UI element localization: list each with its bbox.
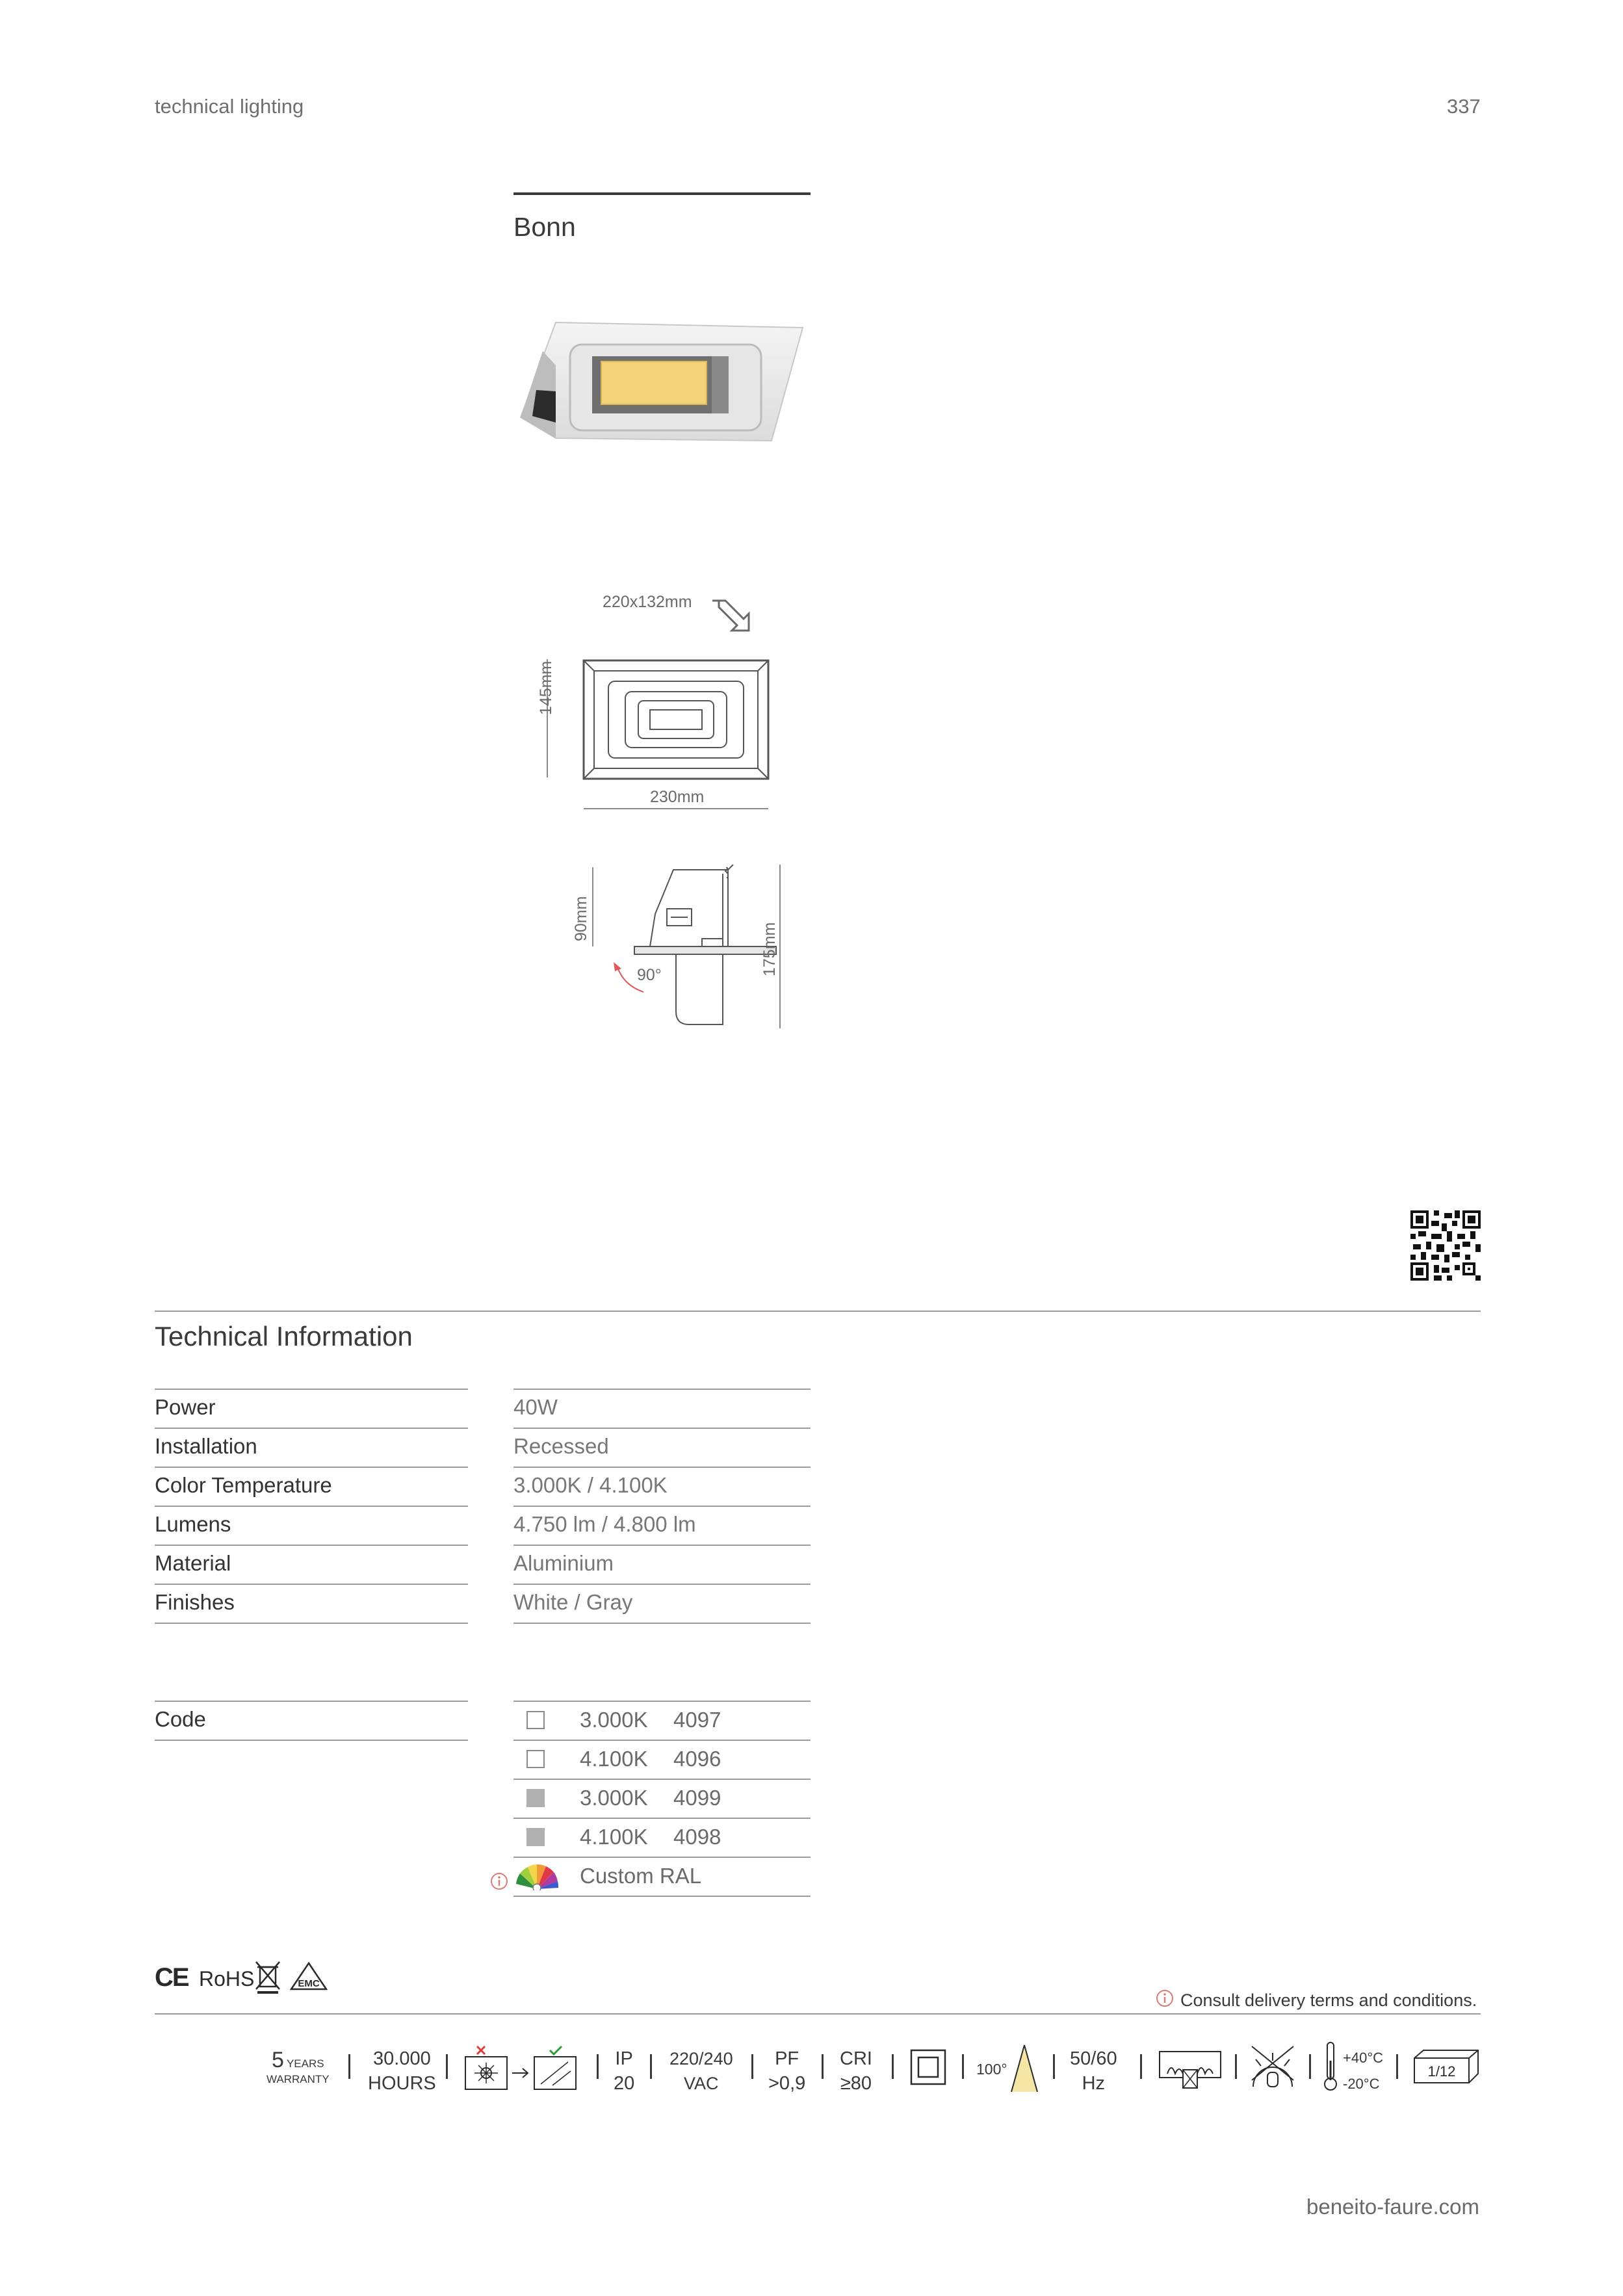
spec-label-color-temperature: Color Temperature — [155, 1467, 468, 1506]
no-heat-contact-icon — [1247, 2041, 1299, 2093]
code-row — [513, 1701, 811, 1740]
spec-label-installation: Installation — [155, 1428, 468, 1467]
cutout-dimension: 220x132mm — [603, 593, 692, 611]
separator — [822, 2054, 824, 2079]
spec-label-lumens: Lumens — [155, 1506, 468, 1545]
finish-gray-swatch — [526, 1789, 545, 1807]
no-sand-cover-icon — [464, 2045, 580, 2093]
section-header: technical lighting — [155, 95, 304, 118]
section-rule — [155, 1311, 1481, 1312]
class-ii-insulation-icon — [910, 2049, 946, 2085]
product-photo — [517, 319, 809, 449]
tilt-angle: 90° — [637, 966, 662, 984]
product-code: 4096 — [673, 1747, 721, 1771]
spec-label-finishes: Finishes — [155, 1584, 468, 1623]
separator — [892, 2054, 894, 2079]
separator — [348, 2054, 350, 2079]
spec-value-material: Aluminium — [513, 1545, 811, 1584]
side-view-drawing — [572, 865, 793, 1034]
separator — [597, 2054, 599, 2079]
product-title: Bonn — [513, 212, 576, 242]
weee-bin-icon — [255, 1961, 281, 1994]
code-temp: 3.000K — [580, 1786, 648, 1810]
cutout-arrow-icon — [708, 597, 754, 634]
emc-mark-icon — [290, 1962, 328, 1990]
code-bottom-rule — [513, 1896, 811, 1897]
separator — [962, 2054, 964, 2079]
code-temp: 4.100K — [580, 1825, 648, 1849]
lifetime-hours: 30.000 HOURS — [368, 2048, 436, 2094]
finish-white-swatch — [526, 1711, 545, 1729]
beam-angle-icon — [1009, 2042, 1040, 2094]
thermometer-icon — [1322, 2041, 1339, 2092]
website-link[interactable]: beneito-faure.com — [1306, 2195, 1479, 2219]
technical-title: Technical Information — [155, 1321, 413, 1351]
finish-white-swatch — [526, 1750, 545, 1768]
beam-angle: 100° — [976, 2061, 1007, 2078]
code-row — [513, 1740, 811, 1779]
total-depth-dimension: 175mm — [760, 922, 779, 976]
separator — [1396, 2054, 1398, 2079]
front-height-dimension: 145mm — [537, 660, 555, 715]
svg-text:EMC: EMC — [298, 1978, 320, 1989]
frequency: 50/60 Hz — [1070, 2048, 1117, 2094]
packaging-box-icon — [1413, 2048, 1481, 2085]
code-label-rule — [155, 1740, 468, 1741]
code-row-custom — [513, 1857, 811, 1896]
separator — [1309, 2054, 1311, 2079]
spec-value-finishes: White / Gray — [513, 1584, 811, 1623]
ip-rating: IP 20 — [614, 2048, 635, 2094]
product-code: 4099 — [673, 1786, 721, 1810]
spec-value-color-temperature: 3.000K / 4.100K — [513, 1467, 811, 1506]
separator — [446, 2054, 448, 2079]
page-number: 337 — [1447, 95, 1481, 118]
footer-rule — [155, 2013, 1481, 2015]
delivery-note: Consult delivery terms and conditions. — [1180, 1990, 1477, 2010]
ce-mark-icon: CE — [155, 1963, 188, 1992]
spec-bottom-rule — [513, 1623, 811, 1624]
code-row — [513, 1779, 811, 1818]
operating-temperature: +40°C -20°C — [1343, 2050, 1384, 2092]
spec-value-power: 40W — [513, 1389, 811, 1428]
no-insulation-cover-icon — [1158, 2048, 1222, 2091]
voltage: 220/240 VAC — [669, 2049, 733, 2093]
ral-color-fan-icon — [513, 1862, 560, 1890]
separator — [650, 2054, 652, 2079]
code-label: Code — [155, 1701, 468, 1740]
svg-text:1/12: 1/12 — [1427, 2063, 1456, 2080]
spec-bottom-rule — [155, 1623, 468, 1624]
body-depth-dimension: 90mm — [572, 896, 590, 941]
separator — [1235, 2054, 1237, 2079]
info-icon — [1156, 1989, 1174, 2007]
warranty-badge: 5 YEARS WARRANTY — [266, 2048, 330, 2085]
qr-code[interactable] — [1410, 1210, 1481, 1281]
front-width-dimension: 230mm — [650, 788, 705, 806]
spec-label-material: Material — [155, 1545, 468, 1584]
separator — [751, 2054, 753, 2079]
product-code: 4098 — [673, 1825, 721, 1849]
code-temp: 4.100K — [580, 1747, 648, 1771]
product-code: 4097 — [673, 1708, 721, 1732]
rohs-mark: RoHS — [199, 1967, 255, 1990]
info-icon — [490, 1872, 508, 1890]
code-row — [513, 1818, 811, 1857]
spec-value-installation: Recessed — [513, 1428, 811, 1467]
spec-label-power: Power — [155, 1389, 468, 1428]
spec-value-lumens: 4.750 lm / 4.800 lm — [513, 1506, 811, 1545]
color-rendering-index: CRI ≥80 — [840, 2048, 872, 2094]
code-temp: 3.000K — [580, 1708, 648, 1732]
separator — [1140, 2054, 1142, 2079]
separator — [1053, 2054, 1055, 2079]
custom-ral-label: Custom RAL — [580, 1864, 702, 1888]
finish-gray-swatch — [526, 1828, 545, 1846]
power-factor: PF >0,9 — [768, 2048, 806, 2094]
title-rule — [513, 192, 811, 195]
